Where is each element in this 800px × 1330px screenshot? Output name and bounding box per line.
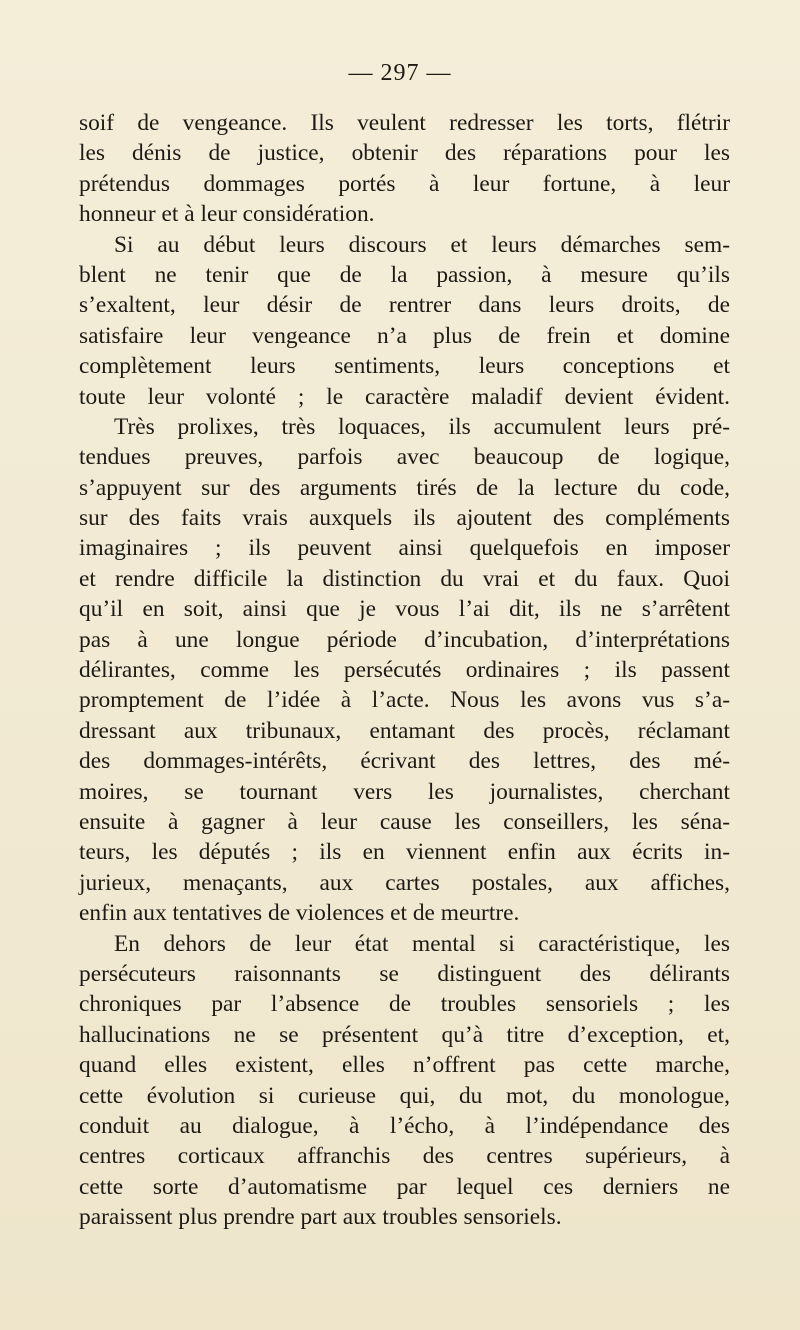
text-line: dressant aux tribunaux, entamant des procès, réclamant	[79, 717, 730, 744]
text-line: blent ne tenir que de la passion, à mesure qu’ils	[79, 261, 730, 288]
text-line: complètement leurs sentiments, leurs conceptions et	[79, 353, 730, 380]
text-line: les dénis de justice, obtenir des réparations pour les	[79, 140, 730, 167]
text-line: centres corticaux affranchis des centres supérieurs, à	[79, 1143, 730, 1170]
text-line: hallucinations ne se présentent qu’à titre d’exception, et,	[79, 1021, 730, 1048]
text-line: sur des faits vrais auxquels ils ajoutent des compléments	[79, 505, 730, 532]
text-line: des dommages-intérêts, écrivant des lettres, des mé-	[79, 748, 730, 775]
text-line: persécuteurs raisonnants se distinguent des délirants	[79, 960, 730, 987]
text-line: teurs, les députés ; ils en viennent enfin aux écrits in-	[79, 839, 730, 866]
text-line: tendues preuves, parfois avec beaucoup de logique,	[79, 444, 730, 471]
body-text	[79, 108, 730, 1232]
text-line: moires, se tournant vers les journalistes, cherchant	[79, 778, 730, 805]
text-line: satisfaire leur vengeance n’a plus de frein et domine	[79, 322, 730, 349]
text-line: honneur et à leur considération.	[79, 201, 375, 228]
text-line: enfin aux tentatives de violences et de meurtre.	[79, 900, 520, 927]
text-line: paraissent plus prendre part aux troubles sensoriels.	[79, 1204, 562, 1231]
text-line: En dehors de leur état mental si caractéristique, les	[114, 930, 730, 957]
text-line: soif de vengeance. Ils veulent redresser les torts, flétrir	[79, 110, 730, 136]
text-line: chroniques par l’absence de troubles sensoriels ; les	[79, 991, 730, 1018]
text-line: Très prolixes, très loquaces, ils accumulent leurs pré-	[114, 413, 730, 440]
text-line: cette évolution si curieuse qui, du mot, du monologue,	[79, 1082, 730, 1109]
text-line: cette sorte d’automatisme par lequel ces derniers ne	[79, 1173, 730, 1200]
page-number-header: — 297 —	[348, 60, 452, 86]
text-line: quand elles existent, elles n’offrent pas cette marche,	[79, 1052, 730, 1079]
text-line: conduit au dialogue, à l’écho, à l’indépendance des	[79, 1112, 730, 1139]
text-line: imaginaires ; ils peuvent ainsi quelquefois en imposer	[79, 535, 730, 562]
text-line: délirantes, comme les persécutés ordinaires ; ils passent	[79, 657, 730, 684]
text-line: s’exaltent, leur désir de rentrer dans leurs droits, de	[79, 292, 730, 319]
text-line: jurieux, menaçants, aux cartes postales, aux affiches,	[79, 869, 730, 896]
text-line: qu’il en soit, ainsi que je vous l’ai dit, ils ne s’arrêtent	[79, 596, 730, 623]
text-line: Si au début leurs discours et leurs démarches sem-	[114, 231, 730, 258]
text-line: s’appuyent sur des arguments tirés de la lecture du code,	[79, 474, 730, 501]
text-line: toute leur volonté ; le caractère maladif devient évident.	[79, 383, 730, 410]
text-line: pas à une longue période d’incubation, d’interprétations	[79, 626, 730, 653]
text-line: promptement de l’idée à l’acte. Nous les avons vus s’a-	[79, 687, 730, 714]
text-line: prétendus dommages portés à leur fortune, à leur	[79, 170, 730, 197]
text-line: ensuite à gagner à leur cause les conseillers, les séna-	[79, 808, 730, 835]
text-line: et rendre difficile la distinction du vrai et du faux. Quoi	[79, 565, 730, 592]
